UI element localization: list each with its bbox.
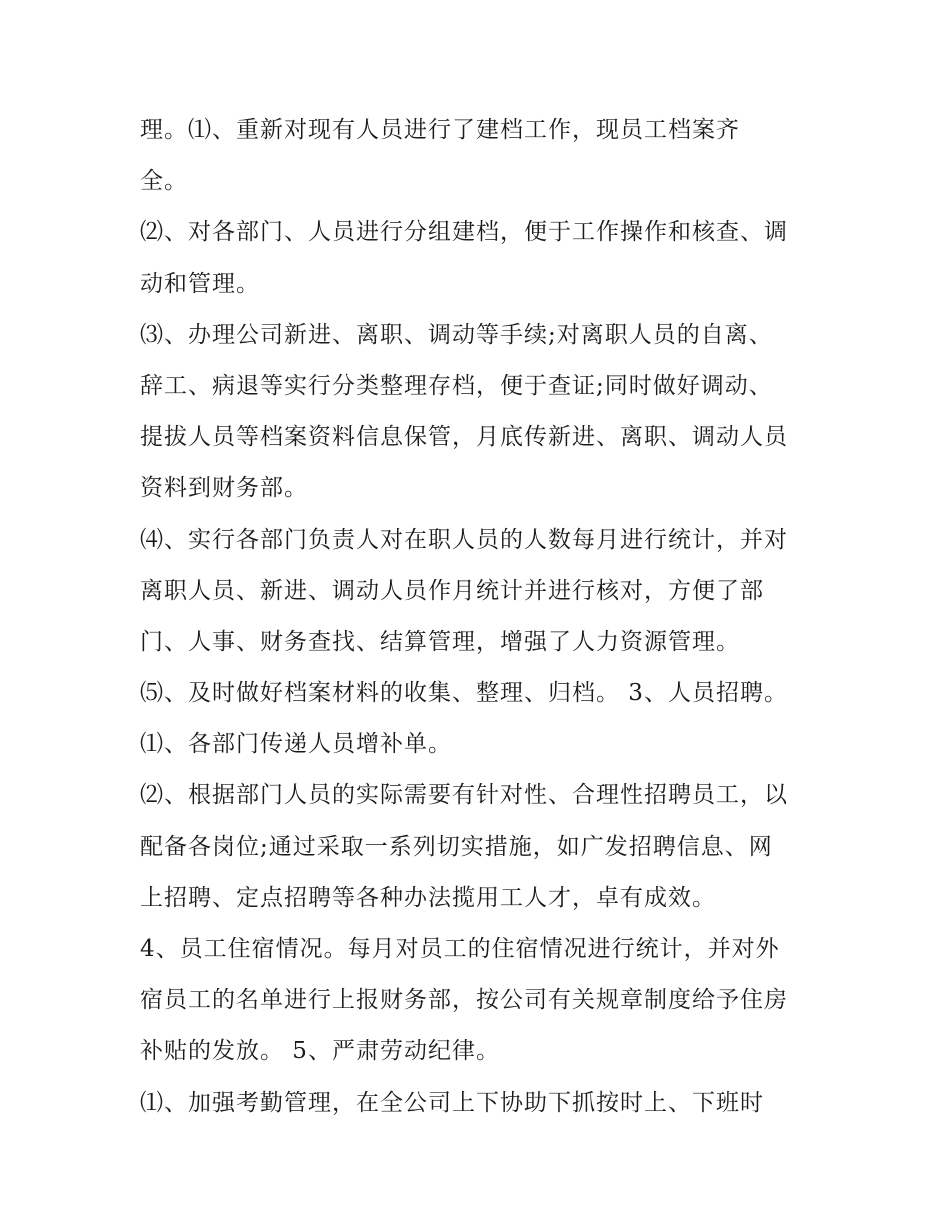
text-line: 理。⑴、重新对现有人员进行了建档工作，现员工档案齐 [140,117,740,143]
text-line: ⑴、各部门传递人员增补单。 [140,731,452,758]
text-line: 门、人事、财务查找、结算管理，增强了人力资源管理。 [140,628,740,655]
text-line: 上招聘、定点招聘等各种办法揽用工人才，卓有成效。 [140,884,716,911]
text-line: 4、员工住宿情况。每月对员工的住宿情况进行统计，并对外 [140,936,780,962]
text-line: 补贴的发放。 5、严肃劳动纪律。 [140,1038,500,1065]
text-line: 资料到财务部。 [140,475,308,502]
text-line: ⑵、对各部门、人员进行分组建档，便于工作操作和核查、调 [140,219,788,246]
text-line: ⑸、及时做好档案材料的收集、整理、归档。 3、人员招聘。 [140,680,788,707]
text-line: 宿员工的名单进行上报财务部，按公司有关规章制度给予住房 [140,987,788,1014]
document-body [140,105,820,1129]
text-line: ⑶、办理公司新进、离职、调动等手续;对离职人员的自离、 [140,321,773,348]
text-line: 离职人员、新进、调动人员作月统计并进行核对，方便了部 [140,577,764,604]
text-line: ⑷、实行各部门负责人对在职人员的人数每月进行统计，并对 [140,526,788,553]
text-line: 全。 [140,168,188,195]
text-line: 动和管理。 [140,270,260,297]
text-line: 辞工、病退等实行分类整理存档，便于查证;同时做好调动、 [140,372,773,399]
text-line: ⑵、根据部门人员的实际需要有针对性、合理性招聘员工，以 [140,782,788,809]
text-line: ⑴、加强考勤管理，在全公司上下协助下抓按时上、下班时 [140,1089,764,1116]
text-line: 提拔人员等档案资料信息保管，月底传新进、离职、调动人员 [140,424,788,451]
text-line: 配备各岗位;通过采取一系列切实措施，如广发招聘信息、网 [140,833,773,860]
